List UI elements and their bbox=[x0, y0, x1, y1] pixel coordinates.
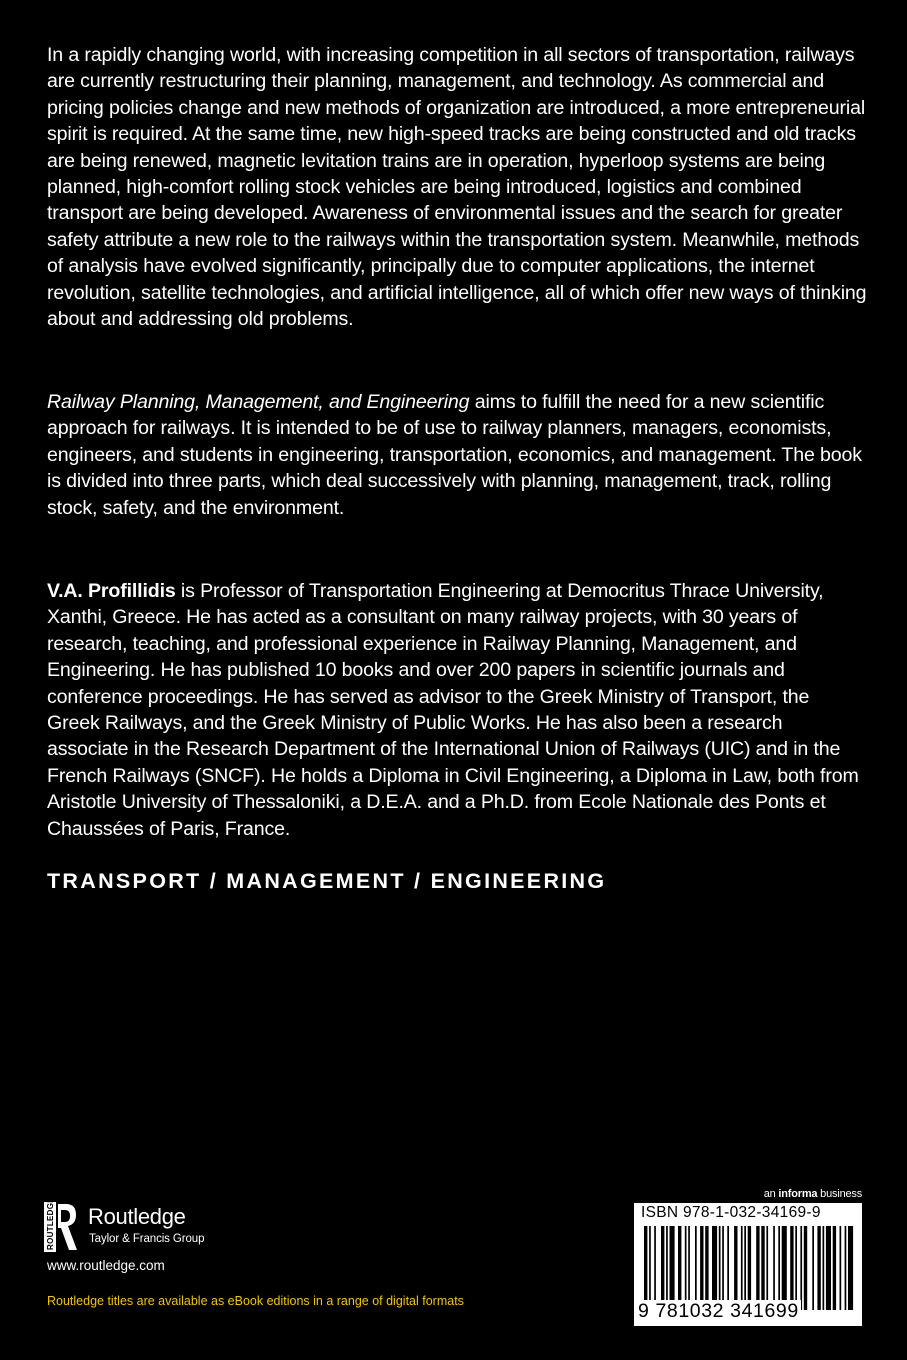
isbn-barcode bbox=[634, 1203, 862, 1326]
routledge-logo bbox=[44, 1197, 244, 1254]
description-paragraph: In a rapidly changing world, with increasing competition in all sectors of transportation, railways are currently restructuring their planning, management, and technology. As commercial and pricing policies change and new methods of organization are introduced, a more entrepreneurial spirit is required. At the same time, new high-speed tracks are being constructed and old tracks are being renewed, magnetic levitation trains are in operation, hyperloop systems are being planned, high-comfort rolling stock vehicles are being introduced, logistics and combined transport are being developed. Awareness of environmental issues and the search for greater safety attribute a new role to the railways within the transportation system. Meanwhile, methods of analysis have evolved significantly, principally due to computer applications, the internet revolution, satellite technologies, and artificial intelligence, all of which offer new ways of thinking about and addressing old problems. bbox=[47, 44, 867, 331]
barcode-bar bbox=[761, 1226, 764, 1310]
barcode-bar bbox=[670, 1226, 675, 1310]
barcode-bar bbox=[833, 1226, 836, 1310]
barcode-bar bbox=[666, 1226, 668, 1310]
barcode-bar bbox=[823, 1226, 825, 1310]
barcode-bar bbox=[773, 1226, 775, 1310]
barcode-bar bbox=[778, 1226, 780, 1310]
barcode-bar bbox=[695, 1226, 697, 1310]
routledge-vertical-wordmark: ROUTLEDGE bbox=[46, 1197, 55, 1250]
barcode-bar bbox=[812, 1226, 814, 1310]
barcode-bar bbox=[722, 1226, 724, 1310]
author-paragraph bbox=[47, 578, 867, 842]
barcode-bar bbox=[727, 1226, 729, 1310]
barcode-bar bbox=[649, 1226, 651, 1310]
barcode-bar bbox=[817, 1226, 820, 1310]
ebook-availability-note: Routledge titles are available as eBook editions in a range of digital formats bbox=[47, 1294, 464, 1308]
barcode-bar bbox=[800, 1226, 802, 1310]
barcode-bar bbox=[804, 1226, 807, 1310]
barcode-bar bbox=[654, 1226, 656, 1310]
purpose-text: aims to fulfill the need for a new scientific approach for railways. It is intended to be of use to railway planners, managers, economists, engineers, and students in engineering, transportation, economics, and management. The book is divided into three parts, which deal successively with planning, management, track, rolling stock, safety, and the environment. bbox=[47, 391, 862, 519]
barcode-bar bbox=[734, 1226, 737, 1310]
barcode-bar bbox=[848, 1226, 853, 1310]
author-bio bbox=[47, 578, 867, 842]
barcode-bar bbox=[685, 1226, 687, 1310]
barcode-bar bbox=[845, 1226, 847, 1310]
publisher-group: Taylor & Francis Group bbox=[89, 1233, 205, 1245]
publisher-name: Routledge bbox=[88, 1204, 186, 1229]
book-description bbox=[47, 42, 867, 332]
barcode-bar bbox=[826, 1226, 831, 1310]
barcode-bar bbox=[795, 1226, 797, 1310]
publisher-website: www.routledge.com bbox=[47, 1258, 165, 1273]
barcode-bar bbox=[712, 1226, 717, 1310]
barcode-bar bbox=[678, 1226, 681, 1310]
author-name: V.A. Profillidis bbox=[47, 580, 176, 602]
author-bio-text: is Professor of Transportation Engineering at Democritus Thrace University, Xanthi, Greece. He has acted as a consultant on many railway projects, with 30 years of research, teaching, and professional experience in Railway Planning, Management, and Engineering. He has published 10 books and over 200 papers in scientific journals and conference proceedings. He has served as advisor to the Greek Ministry of Transport, the Greek Railways, and the Greek Ministry of Public Works. He has also been a research associate in the Research Department of the International Union of Railways (UIC) and in the French Railways (SNCF). He holds a Diploma in Civil Engineering, a Diploma in Law, both from Aristotle University of Thessaloniki, a D.E.A. and a Ph.D. from Ecole Nationale des Ponts et Chaussées of Paris, France. bbox=[47, 580, 859, 840]
informa-business-note: an informa business bbox=[763, 1188, 862, 1200]
subject-categories: TRANSPORT / MANAGEMENT / ENGINEERING bbox=[47, 869, 607, 893]
barcode-bar bbox=[741, 1226, 743, 1310]
isbn-label: ISBN 978-1-032-34169-9 bbox=[641, 1204, 821, 1221]
barcode-bar bbox=[744, 1226, 746, 1310]
barcode-bar bbox=[644, 1226, 647, 1310]
barcode-bar bbox=[790, 1226, 793, 1310]
barcode-bar bbox=[700, 1226, 703, 1310]
barcode-bar bbox=[782, 1226, 787, 1310]
barcode-bar bbox=[766, 1226, 768, 1310]
barcode-bar bbox=[719, 1226, 721, 1310]
barcode-bar bbox=[840, 1226, 842, 1310]
barcode-bar bbox=[756, 1226, 759, 1310]
informa-brand: informa bbox=[778, 1188, 818, 1200]
purpose-paragraph bbox=[47, 389, 867, 521]
book-purpose bbox=[47, 389, 867, 521]
book-title: Railway Planning, Management, and Engineering bbox=[47, 391, 470, 413]
barcode-bar bbox=[688, 1226, 690, 1310]
barcode-bar bbox=[661, 1226, 664, 1310]
barcode-bar bbox=[705, 1226, 708, 1310]
barcode-bar bbox=[748, 1226, 751, 1310]
barcode-digits: 9 781032 341699 bbox=[638, 1300, 799, 1322]
barcode-bars bbox=[640, 1226, 856, 1310]
